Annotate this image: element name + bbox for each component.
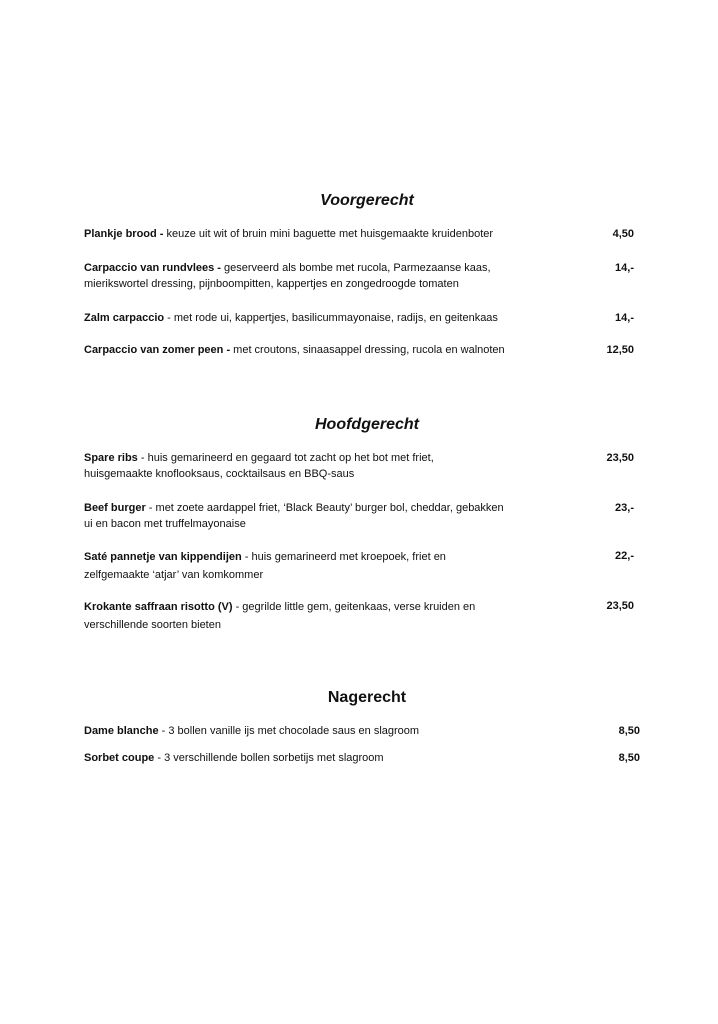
item-name: Carpaccio van zomer peen - bbox=[84, 344, 231, 356]
item-price: 4,50 bbox=[612, 228, 634, 240]
item-description: met croutons, sinaasappel dressing, rucola en walnoten bbox=[230, 344, 505, 356]
item-name: Saté pannetje van kippendijen bbox=[84, 551, 242, 563]
item-price: 14,- bbox=[615, 262, 634, 274]
item-description: keuze uit wit of bruin mini baguette met huisgemaakte kruidenboter bbox=[163, 228, 494, 240]
menu-item bbox=[84, 310, 644, 326]
item-price: 8,50 bbox=[618, 752, 640, 764]
section-title: Hoofdgerecht bbox=[315, 416, 419, 433]
menu-item bbox=[84, 598, 644, 634]
menu-item bbox=[84, 260, 644, 292]
item-description: - gegrilde little gem, geitenkaas, verse kruiden en verschillende soorten bieten bbox=[84, 601, 476, 631]
item-description: - 3 verschillende bollen sorbetijs met slagroom bbox=[154, 752, 384, 764]
menu-item bbox=[84, 548, 644, 584]
item-description: - huis gemarineerd met kroepoek, friet en zelfgemaakte ‘atjar’ van komkommer bbox=[84, 551, 446, 581]
item-price: 23,50 bbox=[606, 452, 634, 464]
menu-item bbox=[84, 450, 644, 482]
menu-item bbox=[84, 500, 644, 532]
item-name: Sorbet coupe bbox=[84, 752, 155, 764]
item-name: Plankje brood - bbox=[84, 228, 164, 240]
menu-item bbox=[84, 342, 644, 358]
section-title: Voorgerecht bbox=[320, 192, 414, 209]
menu-item bbox=[84, 750, 644, 766]
menu-item bbox=[84, 723, 644, 739]
item-price: 14,- bbox=[615, 312, 634, 324]
item-description: - met zoete aardappel friet, ‘Black Beauty’ burger bol, cheddar, gebakken ui en bacon met truffelmayonaise bbox=[84, 502, 504, 530]
item-price: 23,50 bbox=[606, 600, 634, 612]
menu-item bbox=[84, 226, 644, 242]
item-name: Zalm carpaccio bbox=[84, 312, 165, 324]
item-price: 22,- bbox=[615, 550, 634, 562]
section-title: Nagerecht bbox=[327, 689, 407, 706]
item-description: geserveerd als bombe met rucola, Parmezaanse kaas, mierikswortel dressing, pijnboompitten, kappertjes en zongedroogde tomaten bbox=[84, 262, 491, 290]
item-price: 12,50 bbox=[606, 344, 634, 356]
item-price: 23,- bbox=[615, 502, 634, 514]
item-name: Krokante saffraan risotto (V) bbox=[84, 601, 233, 613]
item-name: Spare ribs bbox=[84, 452, 138, 464]
item-name: Carpaccio van rundvlees - bbox=[84, 262, 221, 274]
item-name: Dame blanche bbox=[84, 725, 159, 737]
item-description: - huis gemarineerd en gegaard tot zacht op het bot met friet, huisgemaakte knoflooksaus, cocktailsaus en BBQ-saus bbox=[84, 452, 434, 480]
item-description: - met rode ui, kappertjes, basilicummayonaise, radijs, en geitenkaas bbox=[164, 312, 498, 324]
item-name: Beef burger bbox=[84, 502, 146, 514]
item-description: - 3 bollen vanille ijs met chocolade saus en slagroom bbox=[158, 725, 420, 737]
item-price: 8,50 bbox=[618, 725, 640, 737]
